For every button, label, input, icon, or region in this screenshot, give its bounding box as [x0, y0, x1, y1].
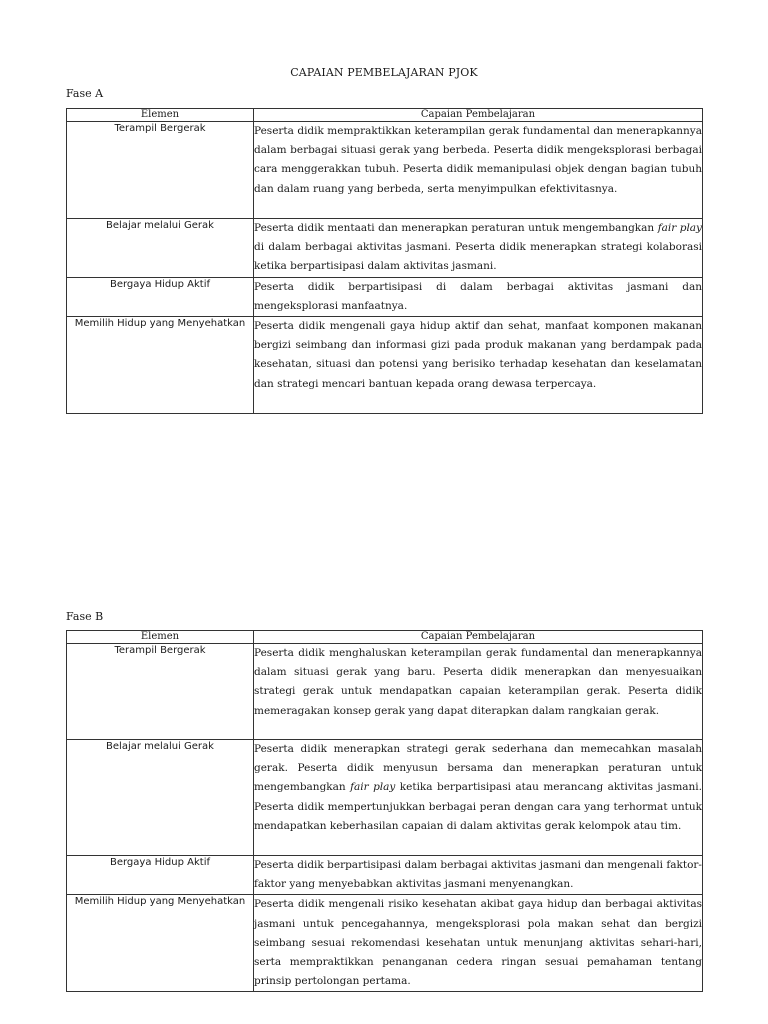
header-elemen: Elemen	[67, 109, 254, 122]
document-title: CAPAIAN PEMBELAJARAN PJOK	[290, 66, 478, 79]
table-row	[67, 856, 703, 895]
table-row	[67, 277, 703, 316]
capaian-cell: Peserta didik mengenali gaya hidup aktif dan sehat, manfaat komponen makanan bergizi seimbang dan informasi gizi pada produk makanan yang berdampak pada kesehatan, situasi dan potensi yang berisiko terhadap kesehatan dan keselamatan dan strategi mencari bantuan kepada orang dewasa terpercaya.	[254, 317, 703, 414]
elemen-cell: Memilih Hidup yang Menyehatkan	[67, 317, 254, 414]
elemen-cell: Terampil Bergerak	[67, 644, 254, 740]
table-header-row	[67, 109, 703, 122]
table-row	[67, 740, 703, 856]
capaian-text: ketika berpartisipasi atau merancang aktivitas jasmani. Peserta didik mempertunjukkan berbagai peran dengan cara yang terhormat untuk mendapatkan keberhasilan capaian di dalam aktivitas gerak kelompok atau tim.	[254, 781, 702, 832]
capaian-italic-term: fair play	[657, 222, 702, 234]
capaian-text: di dalam berbagai aktivitas jasmani. Peserta didik menerapkan strategi kolaborasi ketika berpartisipasi dalam aktivitas jasmani.	[254, 241, 702, 273]
table-header-row	[67, 631, 703, 644]
capaian-cell: Peserta didik berpartisipasi dalam berbagai aktivitas jasmani dan mengenali faktor-faktor yang menyebabkan aktivitas jasmani menyenangkan.	[254, 856, 703, 895]
capaian-cell	[254, 740, 703, 856]
elemen-cell: Bergaya Hidup Aktif	[67, 856, 254, 895]
elemen-cell: Terampil Bergerak	[67, 122, 254, 219]
table-row	[67, 122, 703, 219]
table-row	[67, 895, 703, 992]
header-capaian: Capaian Pembelajaran	[254, 109, 703, 122]
capaian-cell: Peserta didik berpartisipasi di dalam berbagai aktivitas jasmani dan mengeksplorasi manfaatnya.	[254, 277, 703, 316]
elemen-cell: Bergaya Hidup Aktif	[67, 277, 254, 316]
capaian-italic-term: fair play	[350, 781, 396, 794]
fase-b-table	[66, 630, 703, 992]
elemen-cell: Belajar melalui Gerak	[67, 740, 254, 856]
header-capaian: Capaian Pembelajaran	[254, 631, 703, 644]
elemen-cell: Belajar melalui Gerak	[67, 219, 254, 278]
header-elemen: Elemen	[67, 631, 254, 644]
capaian-cell: Peserta didik menghaluskan keterampilan gerak fundamental dan menerapkannya dalam situasi gerak yang baru. Peserta didik menerapkan dan menyesuaikan strategi gerak untuk mendapatkan capaian keterampilan gerak. Peserta didik memeragakan konsep gerak yang dapat diterapkan dalam rangkaian gerak.	[254, 644, 703, 740]
table-row	[67, 317, 703, 414]
fase-a-label: Fase A	[66, 87, 104, 100]
elemen-cell: Memilih Hidup yang Menyehatkan	[67, 895, 254, 992]
table-row	[67, 644, 703, 740]
fase-b-label: Fase B	[66, 610, 104, 623]
capaian-text: Peserta didik menerapkan strategi gerak sederhana dan memecahkan masalah gerak. Peserta didik menyusun bersama dan menerapkan peraturan untuk mengembangkan	[254, 743, 702, 794]
capaian-cell: Peserta didik mengenali risiko kesehatan akibat gaya hidup dan berbagai aktivitas jasmani untuk pencegahannya, mengeksplorasi pola makan sehat dan bergizi seimbang sesuai rekomendasi kesehatan untuk menunjang aktivitas sehari-hari, serta mempraktikkan penanganan cedera ringan sesuai pemahaman tentang prinsip pertolongan pertama.	[254, 895, 703, 992]
fase-a-table	[66, 108, 703, 414]
capaian-cell	[254, 219, 703, 278]
capaian-text: Peserta didik mentaati dan menerapkan peraturan untuk mengembangkan	[254, 222, 658, 234]
table-row	[67, 219, 703, 278]
capaian-cell: Peserta didik mempraktikkan keterampilan gerak fundamental dan menerapkannya dalam berbagai situasi gerak yang berbeda. Peserta didik mengeksplorasi berbagai cara menggerakkan tubuh. Peserta didik memanipulasi objek dengan bagian tubuh dan dalam ruang yang berbeda, serta menyimpulkan efektivitasnya.	[254, 122, 703, 219]
